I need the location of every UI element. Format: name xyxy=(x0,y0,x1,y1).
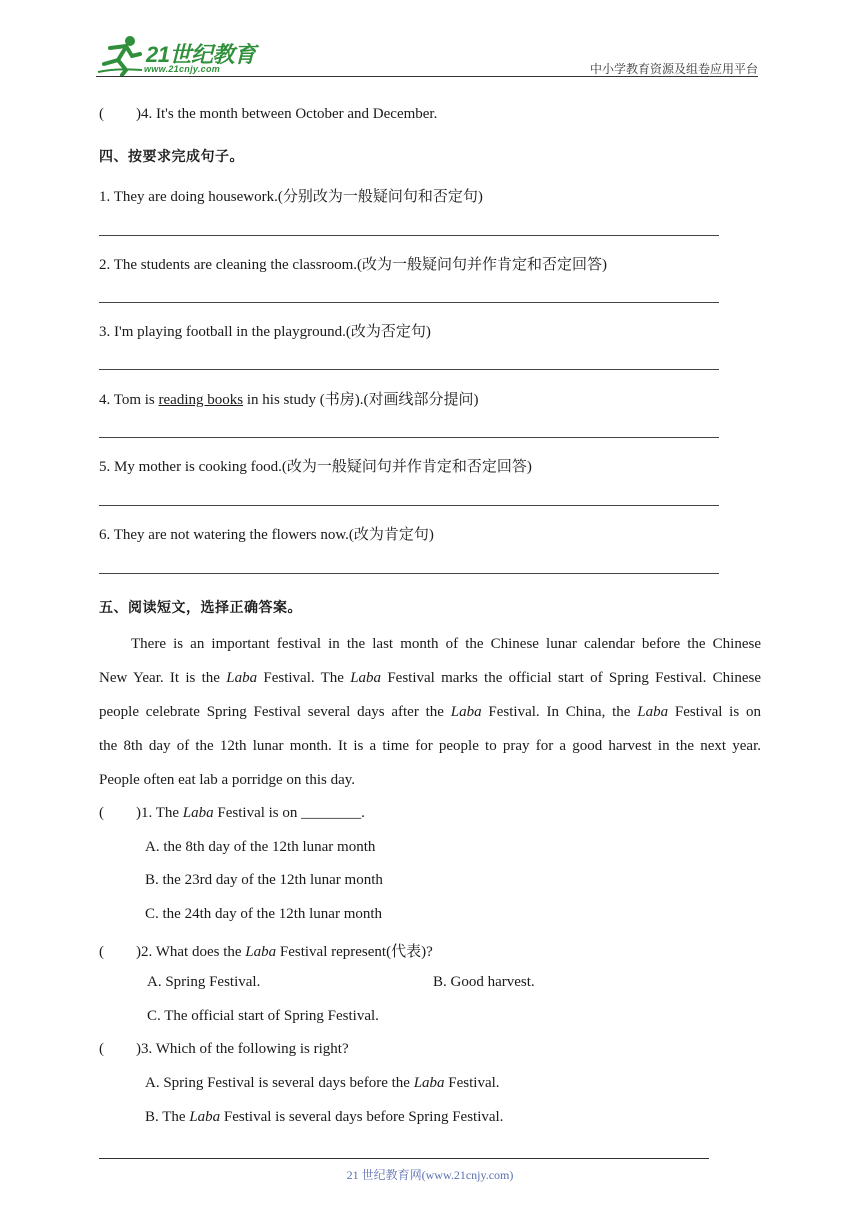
footer-divider xyxy=(99,1158,709,1159)
page-footer[interactable]: 21 世纪教育网(www.21cnjy.com) xyxy=(346,1168,514,1182)
answer-paren: ( xyxy=(99,1041,104,1057)
section-4-item-3: 3. I'm playing football in the playground.(改为否定句) xyxy=(99,324,431,340)
section-4-title: 四、按要求完成句子。 xyxy=(99,149,244,165)
q2-option-b[interactable]: B. Good harvest. xyxy=(433,974,535,990)
item-4-post: in his study (书房).(对画线部分提问) xyxy=(243,392,479,408)
section-5-title: 五、阅读短文，选择正确答案。 xyxy=(99,600,302,616)
section-4-item-4 xyxy=(99,388,479,409)
answer-paren: ( xyxy=(99,805,104,821)
q3-option-b[interactable]: B. The Laba Festival is several days before Spring Festival. xyxy=(145,1109,504,1125)
logo-text: 21世纪教育 xyxy=(146,42,256,67)
section-4-item-5: 5. My mother is cooking food.(改为一般疑问句并作肯定和否定回答) xyxy=(99,459,532,475)
header-platform-text: 中小学教育资源及组卷应用平台 xyxy=(589,62,758,76)
section-4-item-6: 6. They are not watering the flowers now.(改为肯定句) xyxy=(99,527,434,543)
prev-question xyxy=(99,106,437,123)
question-2: ( )2. What does the Laba Festival represent(代表)? xyxy=(99,944,433,960)
answer-line-1[interactable] xyxy=(99,235,719,236)
answer-line-6[interactable] xyxy=(99,573,719,574)
passage-line-1: There is an important festival in the last month of the Chinese lunar calendar before the Chinese xyxy=(131,636,761,652)
q1-option-c[interactable]: C. the 24th day of the 12th lunar month xyxy=(145,906,383,922)
q3-option-a[interactable]: A. Spring Festival is several days before the Laba Festival. xyxy=(145,1075,500,1091)
question-text: )4. It's the month between October and December. xyxy=(136,106,438,122)
passage-line-3: people celebrate Spring Festival several days after the Laba Festival. In China, the Laba Festival is on xyxy=(99,704,761,720)
answer-paren: ( xyxy=(99,944,104,960)
logo-url: www.21cnjy.com xyxy=(144,64,221,74)
passage-line-4: the 8th day of the 12th lunar month. It is a time for people to pray for a good harvest in the next year. xyxy=(99,738,761,754)
answer-paren: ( xyxy=(99,106,104,122)
underlined-phrase: reading books xyxy=(158,392,244,408)
passage-line-5: People often eat lab a porridge on this day. xyxy=(99,772,356,788)
runner-logo-icon xyxy=(96,34,144,76)
answer-line-3[interactable] xyxy=(99,369,719,370)
section-4-item-1: 1. They are doing housework.(分别改为一般疑问句和否定句) xyxy=(99,189,483,205)
site-logo xyxy=(96,34,266,78)
question-3: ( )3. Which of the following is right? xyxy=(99,1041,349,1057)
answer-line-5[interactable] xyxy=(99,505,719,506)
question-1: ( )1. The Laba Festival is on ________. xyxy=(99,805,365,821)
q1-option-b[interactable]: B. the 23rd day of the 12th lunar month xyxy=(145,872,383,888)
q1-option-a[interactable]: A. the 8th day of the 12th lunar month xyxy=(145,839,376,855)
passage-line-2: New Year. It is the Laba Festival. The Laba Festival marks the official start of Spring Festival. Chinese xyxy=(99,670,762,686)
section-4-item-2: 2. The students are cleaning the classroom.(改为一般疑问句并作肯定和否定回答) xyxy=(99,257,607,273)
answer-line-2[interactable] xyxy=(99,302,719,303)
reading-passage xyxy=(99,627,761,797)
page-header xyxy=(96,34,758,78)
q2-option-a[interactable]: A. Spring Festival. xyxy=(147,974,261,990)
header-divider xyxy=(96,76,758,77)
answer-line-4[interactable] xyxy=(99,437,719,438)
q2-option-c[interactable]: C. The official start of Spring Festival. xyxy=(147,1008,379,1024)
item-4-pre: 4. Tom is xyxy=(99,392,159,408)
